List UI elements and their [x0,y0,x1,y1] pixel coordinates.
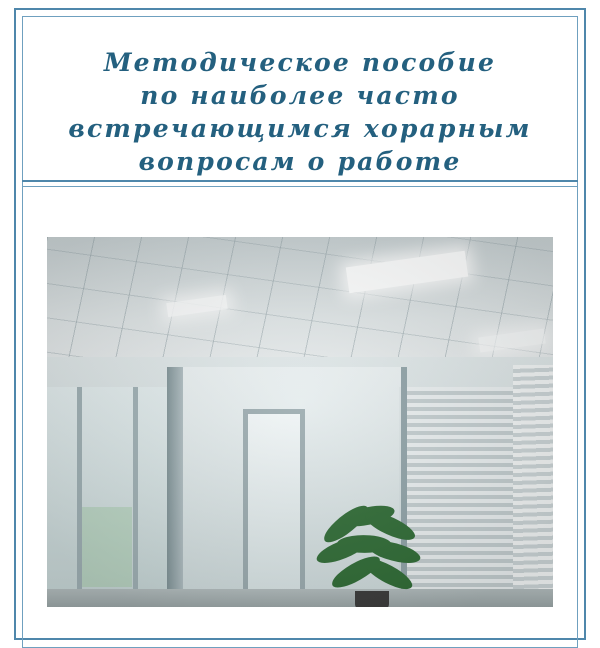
title-line-2: по наиболее часто [140,81,460,110]
office-meeting-room-photo [47,237,553,607]
title-line-4: вопросам о работе [138,147,462,176]
cover-photo [47,237,553,607]
title-line-1: Методическое пособие [103,48,497,77]
title-band [22,16,578,182]
title-line-3: встречающимся хорарным [68,114,532,143]
page-title [52,46,548,178]
photo-vignette [47,237,553,607]
